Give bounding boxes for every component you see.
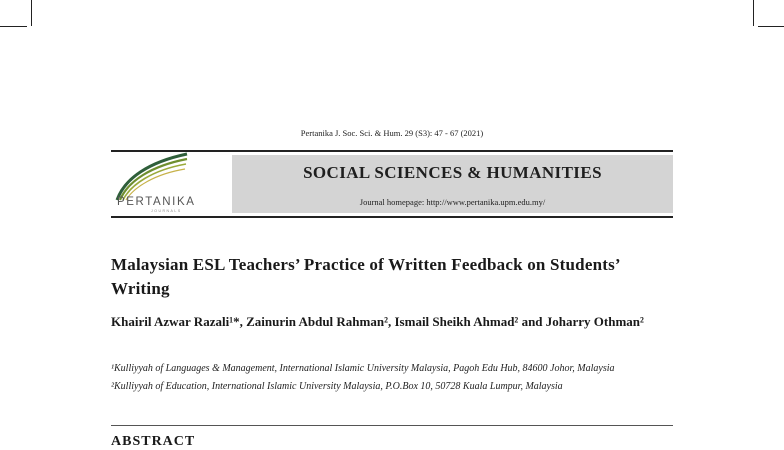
crop-mark-right-horizontal (758, 26, 784, 27)
journal-banner (232, 155, 673, 213)
journal-citation: Pertanika J. Soc. Sci. & Hum. 29 (S3): 47 - 67 (2021) (300, 128, 484, 138)
affiliation-1: ¹Kulliyyah of Languages & Management, International Islamic University Malaysia, Pagoh Edu Hub, 84600 Johor, Malaysia (111, 363, 615, 374)
paper-title: Malaysian ESL Teachers’ Practice of Written Feedback on Students’ Writing (111, 255, 620, 298)
affiliation-2: ²Kulliyyah of Education, International Islamic University Malaysia, P.O.Box 10, 50728 Kuala Lumpur, Malaysia (111, 381, 563, 392)
abstract-heading: ABSTRACT (111, 434, 196, 449)
pertanika-logo (111, 152, 229, 216)
logo-subtext: JOURNALS (151, 209, 182, 213)
author-list: Khairil Azwar Razali¹*, Zainurin Abdul Rahman², Ismail Sheikh Ahmad² and Joharry Othman² (111, 314, 644, 329)
crop-mark-left (31, 0, 32, 26)
crop-mark-left-horizontal (0, 26, 27, 27)
crop-mark-right (753, 0, 754, 26)
journal-homepage: Journal homepage: http://www.pertanika.upm.edu.my/ (359, 197, 546, 207)
affiliations (111, 361, 681, 394)
logo-wordmark: PERTANIKA (117, 196, 196, 208)
abstract-rule (111, 425, 673, 426)
header-bottom-rule (111, 216, 673, 218)
journal-title: SOCIAL SCIENCES & HUMANITIES (303, 163, 602, 182)
